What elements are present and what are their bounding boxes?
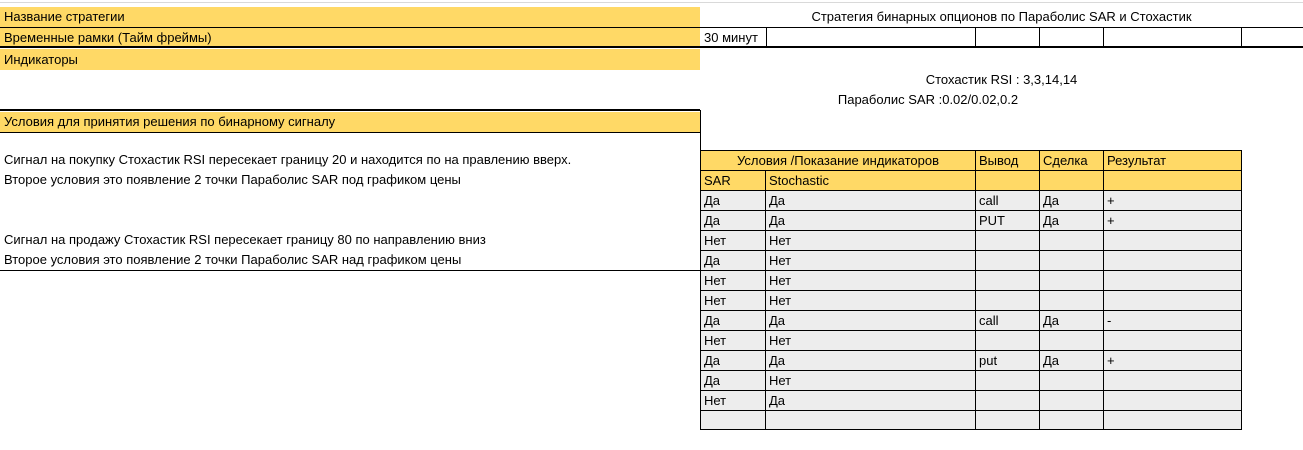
table-row xyxy=(701,251,1242,271)
table-row xyxy=(701,411,1242,430)
cell-stochastic[interactable] xyxy=(766,411,976,430)
cell-output[interactable] xyxy=(976,331,1040,351)
cell-deal[interactable]: Да xyxy=(1040,211,1104,231)
cell-sar[interactable]: Да xyxy=(701,311,766,331)
cell-output[interactable] xyxy=(976,231,1040,251)
cell-output[interactable]: call xyxy=(976,311,1040,331)
header-deal[interactable]: Сделка xyxy=(1040,151,1104,171)
strategy-title[interactable]: Стратегия бинарных опционов по Параболис SAR и Стохастик xyxy=(811,9,1192,24)
cell-result[interactable] xyxy=(1104,331,1242,351)
cell-result[interactable] xyxy=(1104,371,1242,391)
cell-result[interactable]: + xyxy=(1104,191,1242,211)
indicator-sar[interactable]: Параболис SAR :0.02/0.02,0.2 xyxy=(837,92,1019,107)
table-row xyxy=(701,331,1242,351)
row-border xyxy=(0,132,700,133)
cell-output[interactable] xyxy=(976,371,1040,391)
cell-sar[interactable]: Нет xyxy=(701,391,766,411)
cell-deal[interactable] xyxy=(1040,371,1104,391)
cell-output[interactable] xyxy=(976,391,1040,411)
cell-stochastic[interactable]: Нет xyxy=(766,231,976,251)
indicators-label[interactable]: Индикаторы xyxy=(0,49,700,70)
indicator-table xyxy=(700,150,1242,430)
cell-stochastic[interactable]: Нет xyxy=(766,291,976,311)
header-conditions[interactable]: Условия /Показание индикаторов xyxy=(701,151,976,171)
cell-deal[interactable] xyxy=(1040,231,1104,251)
section-border xyxy=(0,109,700,111)
cell-result[interactable] xyxy=(1104,391,1242,411)
header-output[interactable]: Вывод xyxy=(976,151,1040,171)
cell-stochastic[interactable]: Да xyxy=(766,311,976,331)
cell-output[interactable]: call xyxy=(976,191,1040,211)
table-row xyxy=(701,211,1242,231)
cell-deal[interactable] xyxy=(1040,291,1104,311)
cell-stochastic[interactable]: Нет xyxy=(766,371,976,391)
sell-signal-line2[interactable]: Второе условия это появление 2 точки Параболис SAR над графиком цены xyxy=(4,252,462,267)
cell-divider xyxy=(975,27,976,47)
cell-sar[interactable] xyxy=(701,411,766,430)
table-row xyxy=(701,191,1242,211)
cell-stochastic[interactable]: Да xyxy=(766,191,976,211)
conditions-label[interactable]: Условия для принятия решения по бинарному сигналу xyxy=(0,112,700,132)
header-result[interactable]: Результат xyxy=(1104,151,1242,171)
subheader-stochastic[interactable]: Stochastic xyxy=(766,171,976,191)
cell-divider xyxy=(766,27,767,47)
cell-sar[interactable]: Да xyxy=(701,251,766,271)
section-border xyxy=(0,46,1303,48)
cell-sar[interactable]: Да xyxy=(701,211,766,231)
subheader-empty[interactable] xyxy=(1040,171,1104,191)
cell-deal[interactable] xyxy=(1040,411,1104,430)
table-row xyxy=(701,371,1242,391)
cell-stochastic[interactable]: Нет xyxy=(766,251,976,271)
cell-stochastic[interactable]: Да xyxy=(766,351,976,371)
cell-sar[interactable]: Да xyxy=(701,351,766,371)
cell-output[interactable] xyxy=(976,291,1040,311)
cell-result[interactable]: - xyxy=(1104,311,1242,331)
cell-output[interactable]: PUT xyxy=(976,211,1040,231)
timeframe-value[interactable]: 30 минут xyxy=(704,30,758,45)
cell-deal[interactable] xyxy=(1040,331,1104,351)
cell-result[interactable] xyxy=(1104,271,1242,291)
cell-stochastic[interactable]: Да xyxy=(766,211,976,231)
top-gridline xyxy=(0,2,1303,3)
buy-signal-line1[interactable]: Сигнал на покупку Стохастик RSI пересекает границу 20 и находится по на правлению вверх. xyxy=(4,152,572,167)
cell-deal[interactable]: Да xyxy=(1040,191,1104,211)
cell-output[interactable]: put xyxy=(976,351,1040,371)
sell-signal-line1[interactable]: Сигнал на продажу Стохастик RSI пересекает границу 80 по направлению вниз xyxy=(4,232,486,247)
cell-deal[interactable] xyxy=(1040,251,1104,271)
cell-deal[interactable]: Да xyxy=(1040,311,1104,331)
cell-result[interactable] xyxy=(1104,231,1242,251)
cell-deal[interactable] xyxy=(1040,391,1104,411)
cell-result[interactable] xyxy=(1104,411,1242,430)
subheader-empty[interactable] xyxy=(1104,171,1242,191)
table-row xyxy=(701,391,1242,411)
cell-deal[interactable] xyxy=(1040,271,1104,291)
cell-divider xyxy=(1241,27,1242,47)
cell-divider xyxy=(1103,27,1104,47)
cell-stochastic[interactable]: Да xyxy=(766,391,976,411)
table-subheader-row xyxy=(701,171,1242,191)
cell-output[interactable] xyxy=(976,251,1040,271)
strategy-name-label[interactable]: Название стратегии xyxy=(0,7,700,27)
table-row xyxy=(701,311,1242,331)
subheader-sar[interactable]: SAR xyxy=(701,171,766,191)
cell-sar[interactable]: Нет xyxy=(701,271,766,291)
cell-divider xyxy=(1039,27,1040,47)
cell-deal[interactable]: Да xyxy=(1040,351,1104,371)
timeframes-label[interactable]: Временные рамки (Тайм фреймы) xyxy=(0,28,700,48)
row-border xyxy=(0,270,700,271)
buy-signal-line2[interactable]: Второе условия это появление 2 точки Параболис SAR под графиком цены xyxy=(4,172,461,187)
cell-result[interactable]: + xyxy=(1104,211,1242,231)
cell-output[interactable] xyxy=(976,411,1040,430)
cell-sar[interactable]: Нет xyxy=(701,331,766,351)
cell-sar[interactable]: Нет xyxy=(701,291,766,311)
cell-stochastic[interactable]: Нет xyxy=(766,331,976,351)
cell-divider xyxy=(700,110,701,150)
cell-result[interactable] xyxy=(1104,291,1242,311)
table-row xyxy=(701,351,1242,371)
cell-sar[interactable]: Да xyxy=(701,371,766,391)
table-row xyxy=(701,271,1242,291)
table-row xyxy=(701,231,1242,251)
cell-output[interactable] xyxy=(976,271,1040,291)
timeframe-row-top-border xyxy=(700,27,1303,28)
subheader-empty[interactable] xyxy=(976,171,1040,191)
cell-sar[interactable]: Да xyxy=(701,191,766,211)
table-row xyxy=(701,291,1242,311)
indicator-stochastic[interactable]: Стохастик RSI : 3,3,14,14 xyxy=(925,72,1078,87)
cell-sar[interactable]: Нет xyxy=(701,231,766,251)
table-header-row xyxy=(701,151,1242,171)
cell-stochastic[interactable]: Нет xyxy=(766,271,976,291)
cell-result[interactable]: + xyxy=(1104,351,1242,371)
cell-result[interactable] xyxy=(1104,251,1242,271)
